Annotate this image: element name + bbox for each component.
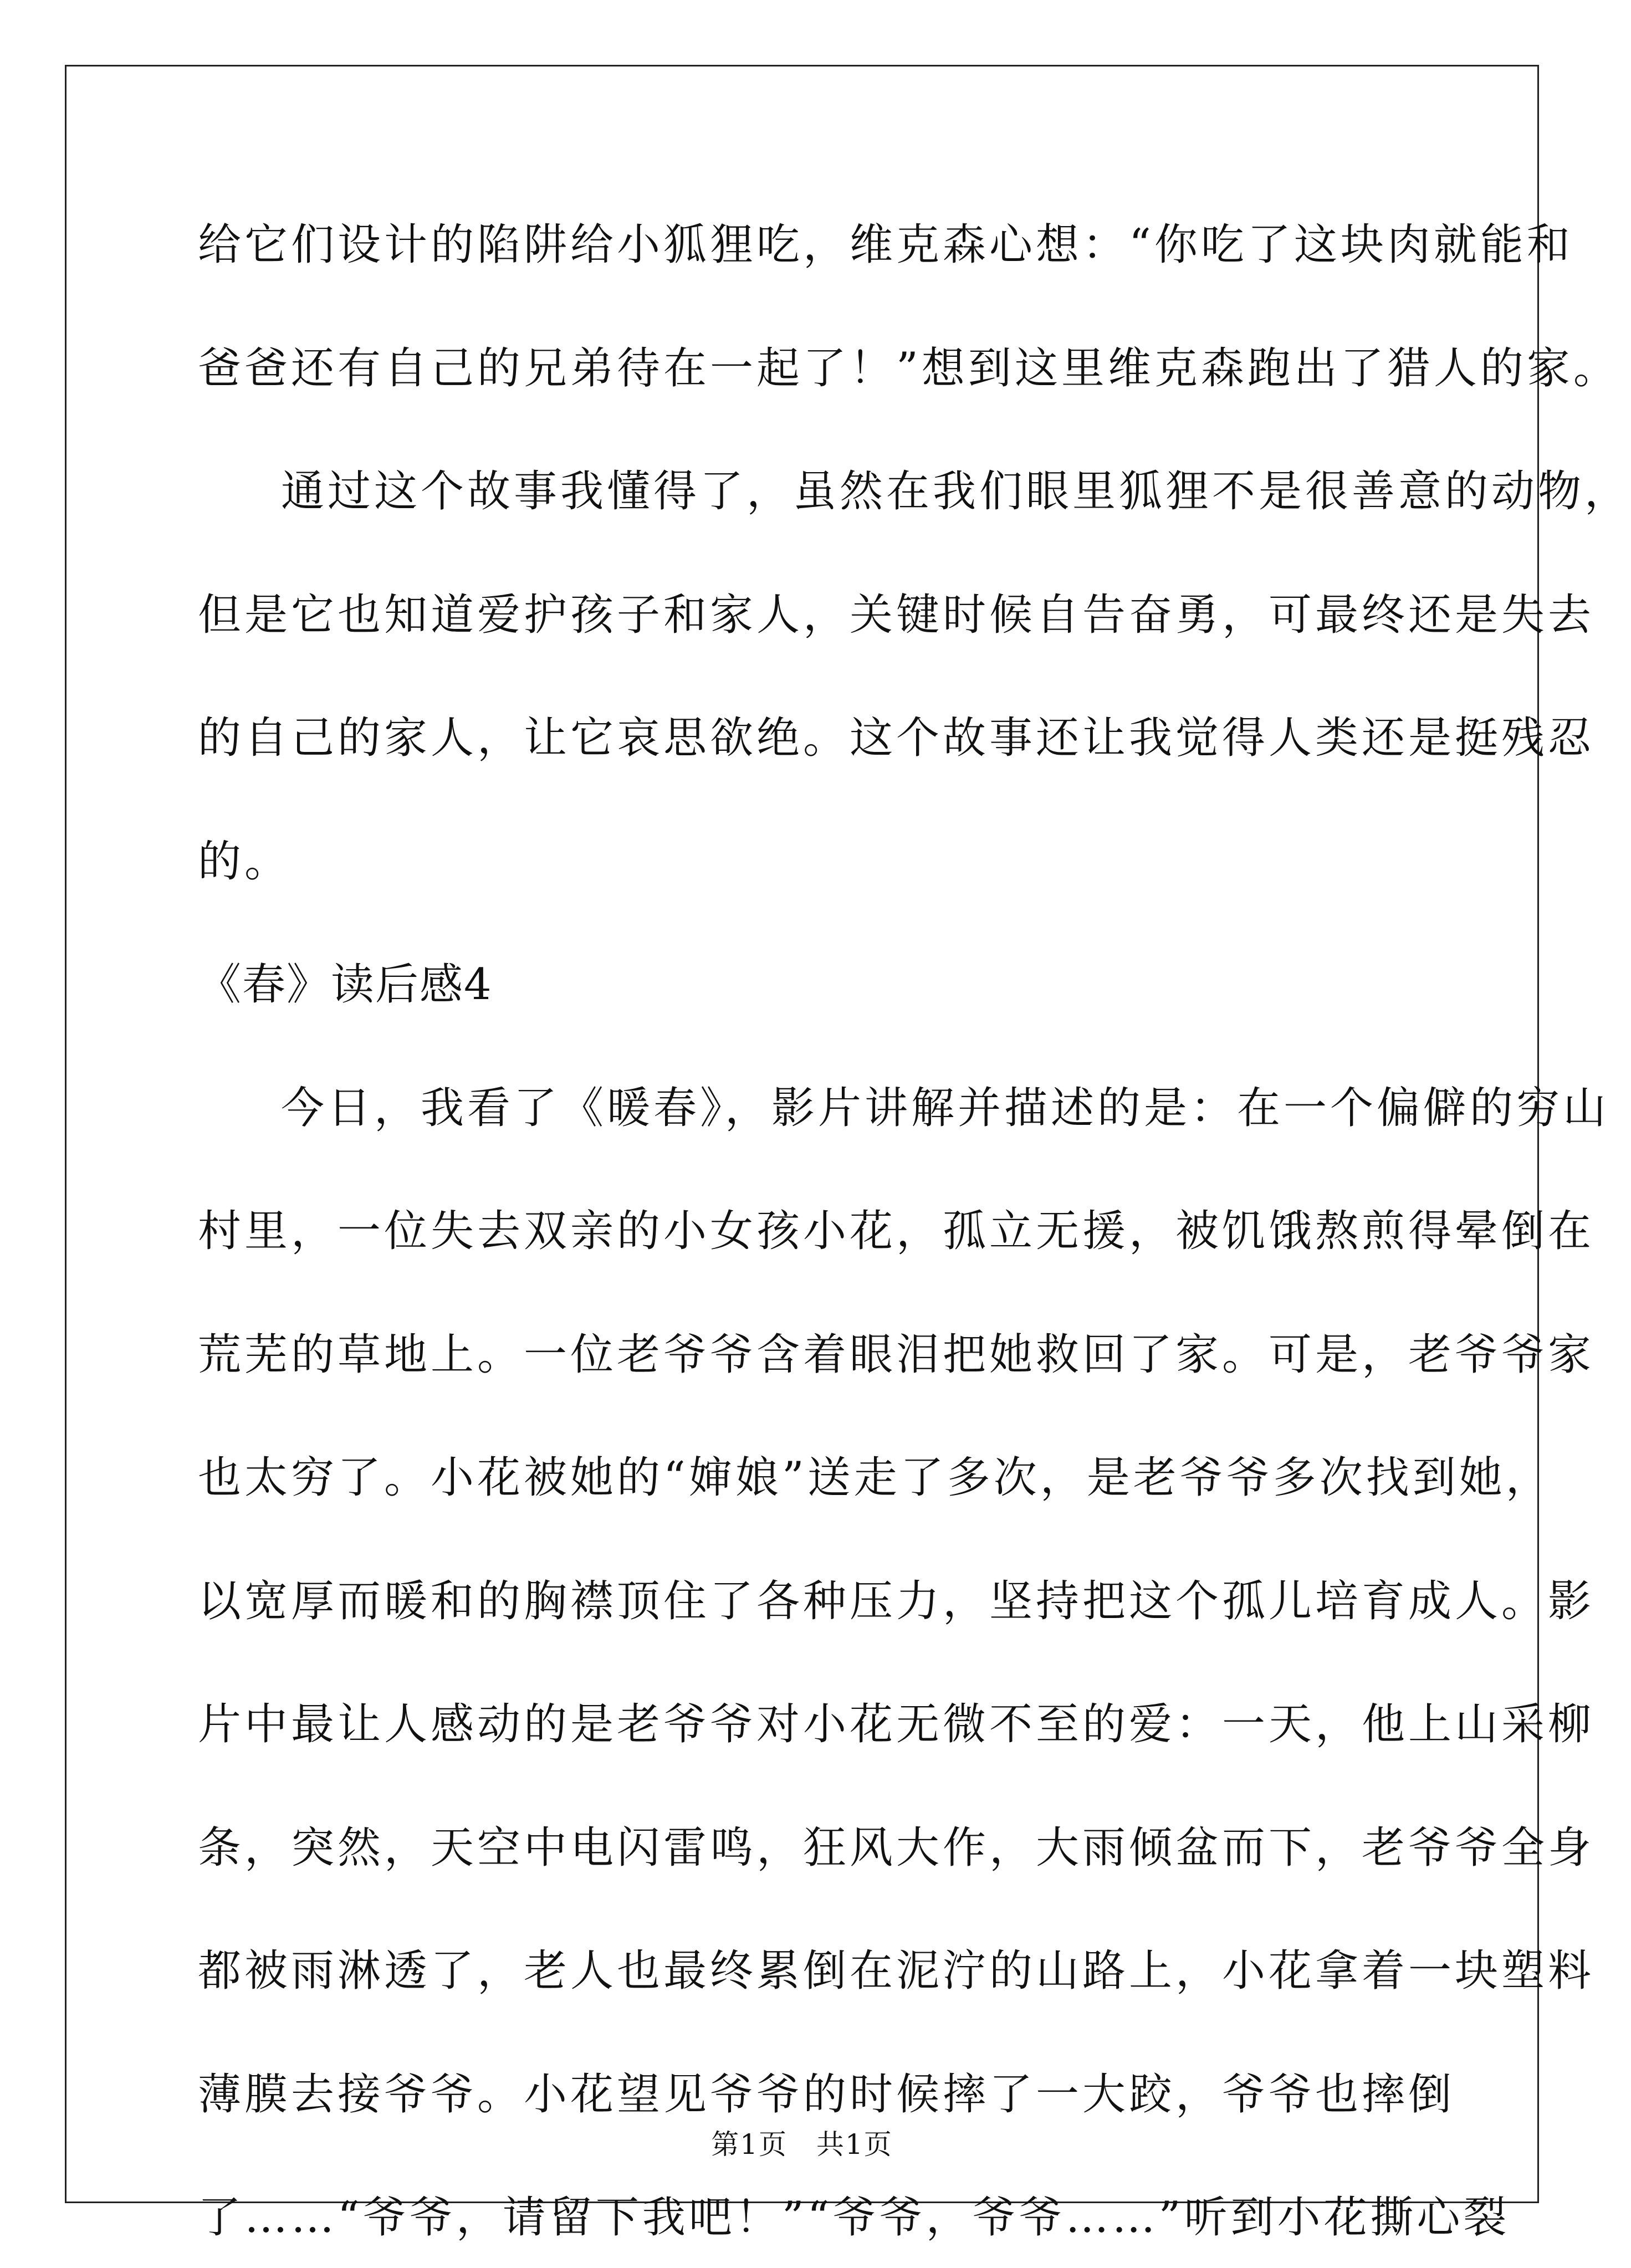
paragraph-line: 的自己的家人，让它哀思欲绝。这个故事还让我觉得人类还是挺残忍	[198, 713, 1595, 763]
paragraph-line: 爸爸还有自己的兄弟待在一起了！”想到这里维克森跑出了猎人的家。	[198, 344, 1620, 393]
paragraph-line: 薄膜去接爷爷。小花望见爷爷的时候摔了一大跤，爷爷也摔倒	[198, 2070, 1455, 2119]
paragraph-line: 都被雨淋透了，老人也最终累倒在泥泞的山路上，小花拿着一块塑料	[198, 1946, 1595, 1996]
section-heading: 《春》读后感4	[198, 960, 493, 1010]
paragraph-line: 今日，我看了《暖春》，影片讲解并描述的是：在一个偏僻的穷山	[281, 1083, 1610, 1133]
paragraph-line: 片中最让人感动的是老爷爷对小花无微不至的爱：一天，他上山采柳	[198, 1699, 1595, 1749]
paragraph-line: 以宽厚而暖和的胸襟顶住了各种压力，坚持把这个孤儿培育成人。影	[198, 1576, 1595, 1626]
paragraph-line: 的。	[198, 837, 292, 887]
paragraph-line: 了……“爷爷，请留下我吧！”“爷爷，爷爷……”听到小花撕心裂	[198, 2193, 1510, 2243]
paragraph-line: 村里，一位失去双亲的小女孩小花，孤立无援，被饥饿熬煎得晕倒在	[198, 1206, 1595, 1256]
paragraph-line: 但是它也知道爱护孩子和家人，关键时候自告奋勇，可最终还是失去	[198, 590, 1595, 640]
paragraph-line: 也太穷了。小花被她的“婶娘”送走了多次，是老爷爷多次找到她，	[198, 1453, 1552, 1503]
paragraph-line: 荒芜的草地上。一位老爷爷含着眼泪把她救回了家。可是，老爷爷家	[198, 1330, 1595, 1380]
page-number-footer: 第1页 共1页	[711, 2128, 893, 2161]
paragraph-line: 通过这个故事我懂得了，虽然在我们眼里狐狸不是很善意的动物，	[281, 467, 1631, 516]
paragraph-line: 给它们设计的陷阱给小狐狸吃，维克森心想：“你吃了这块肉就能和	[198, 220, 1573, 270]
paragraph-line: 条，突然，天空中电闪雷鸣，狂风大作，大雨倾盆而下，老爷爷全身	[198, 1823, 1595, 1873]
